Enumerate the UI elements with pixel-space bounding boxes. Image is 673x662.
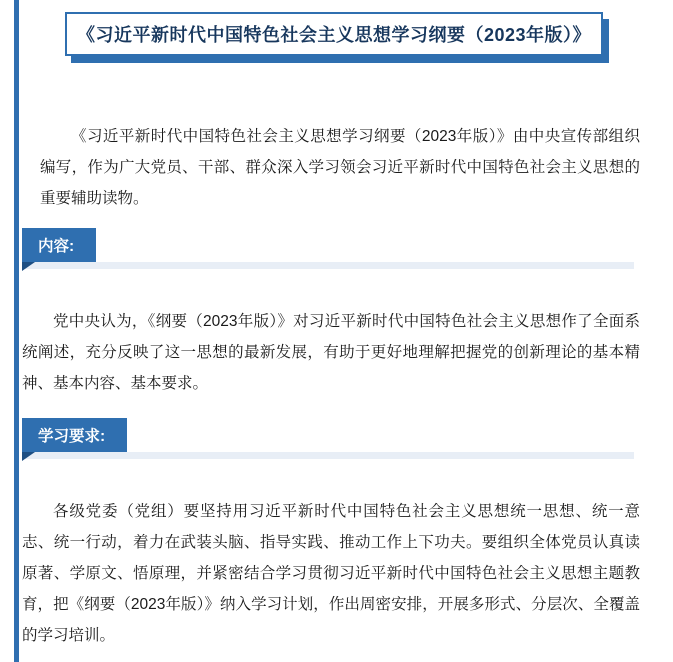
section-heading-requirements xyxy=(22,418,634,464)
section-heading-label: 内容: xyxy=(22,228,96,262)
left-accent-rail xyxy=(14,0,19,662)
section-underline xyxy=(22,452,634,459)
section-heading-notch xyxy=(22,452,35,461)
title-box xyxy=(65,12,603,56)
section-body-content: 党中央认为，《纲要（2023年版）》对习近平新时代中国特色社会主义思想作了全面系统阐述，充分反映了这一思想的最新发展，有助于更好地理解把握党的创新理论的基本精神、基本内容、基本要求。 xyxy=(22,312,640,392)
section-heading-label: 学习要求: xyxy=(22,418,127,452)
section-underline xyxy=(22,262,634,269)
page-title: 《习近平新时代中国特色社会主义思想学习纲要（2023年版）》 xyxy=(76,25,592,45)
section-heading-content xyxy=(22,228,634,274)
intro-paragraph: 《习近平新时代中国特色社会主义思想学习纲要（2023年版）》由中央宣传部组织编写，作为广大党员、干部、群众深入学习领会习近平新时代中国特色社会主义思想的重要辅助读物。 xyxy=(40,127,640,207)
section-heading-notch xyxy=(22,262,35,271)
right-margin-strip xyxy=(667,0,673,662)
section-body-requirements: 各级党委（党组）要坚持用习近平新时代中国特色社会主义思想统一思想、统一意志、统一行动，着力在武装头脑、指导实践、推动工作上下功夫。要组织全体党员认真读原著、学原文、悟原理，并紧密结合学习贯彻习近平新时代中国特色社会主义思想主题教育，把《纲要（2023年版）》纳入学习计划，作出周密安排，开展多形式、分层次、全覆盖的学习培训。 xyxy=(22,502,640,644)
title-banner xyxy=(0,0,673,62)
